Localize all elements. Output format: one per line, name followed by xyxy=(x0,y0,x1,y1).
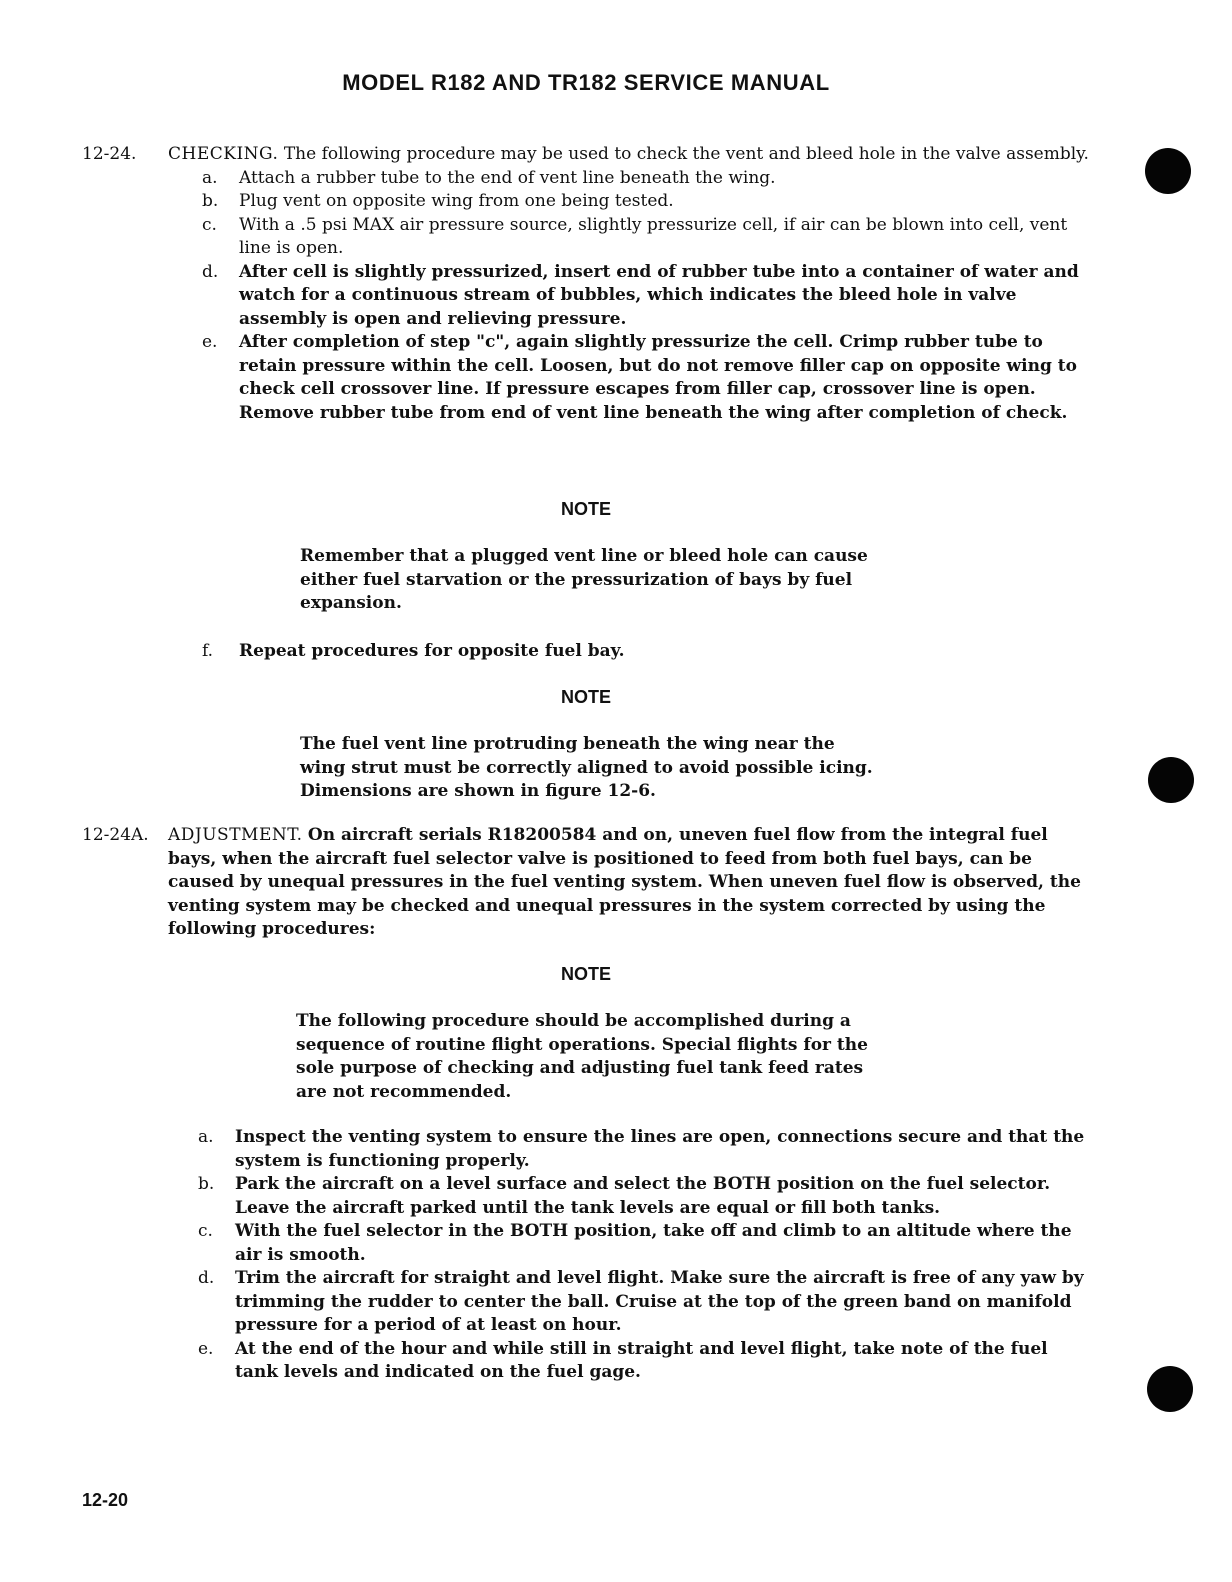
page-title: MODEL R182 AND TR182 SERVICE MANUAL xyxy=(342,70,830,95)
step-text: After completion of step "c", again slightly pressurize the cell. Crimp rubber tube to retain pressure within the cell. Loosen, but do not remove filler cap on opposite wing to check cell crossover line. If pressure escapes from filler cap, crossover line is open. Remove rubber tube from end of vent line beneath the wing after completion of check. xyxy=(239,332,1077,423)
section-number: 12-24. xyxy=(82,144,137,164)
step-text: Plug vent on opposite wing from one being tested. xyxy=(239,191,674,211)
adjustment-section xyxy=(82,824,1094,942)
section-title: CHECKING. xyxy=(168,144,279,164)
binder-hole-top xyxy=(1145,148,1191,194)
list-item xyxy=(78,1220,1090,1267)
step-text: Trim the aircraft for straight and level flight. Make sure the aircraft is free of any yaw by trimming the rudder to center the ball. Cruise at the top of the green band on manifold pressure for a period of at least on hour. xyxy=(235,1268,1084,1335)
step-text: After cell is slightly pressurized, insert end of rubber tube into a container of water and watch for a continuous stream of bubbles, which indicates the bleed hole in valve assembly is open and relieving pressure. xyxy=(239,261,1079,329)
step-letter: c. xyxy=(198,1221,213,1241)
step-f-block xyxy=(82,640,1094,664)
list-item xyxy=(82,261,1094,332)
adjustment-steps-list xyxy=(78,1126,1090,1385)
list-item xyxy=(78,1267,1090,1338)
step-letter: c. xyxy=(202,214,217,235)
note-body: Remember that a plugged vent line or bleed hole can cause either fuel starvation or the pressurization of bays by fuel expansion. xyxy=(300,546,868,613)
note-title: NOTE xyxy=(560,964,611,984)
section-heading xyxy=(82,824,1094,942)
step-letter: b. xyxy=(202,191,219,211)
section-intro: The following procedure may be used to check the vent and bleed hole in the valve assembly. xyxy=(283,144,1089,164)
section-number: 12-24A. xyxy=(82,825,149,845)
note-body: The fuel vent line protruding beneath the wing near the wing strut must be correctly aligned to avoid possible icing. Dimensions are shown in figure 12-6. xyxy=(300,734,873,801)
section-title: ADJUSTMENT. xyxy=(168,825,303,845)
note-body: The following procedure should be accomplished during a sequence of routine flight operations. Special flights for the sole purpose of checking and adjusting fuel tank feed rates are not recommended. xyxy=(296,1011,868,1102)
step-text: Inspect the venting system to ensure the lines are open, connections secure and that the system is functioning properly. xyxy=(235,1127,1085,1171)
step-text: With a .5 psi MAX air pressure source, slightly pressurize cell, if air can be blown into cell, vent line is open. xyxy=(239,214,1068,258)
binder-hole-middle xyxy=(1148,757,1194,803)
step-letter: d. xyxy=(198,1268,215,1288)
section-intro-text xyxy=(168,143,1094,167)
list-item xyxy=(82,640,1094,664)
checking-section xyxy=(82,143,1094,425)
list-item xyxy=(82,190,1094,214)
checking-steps-list xyxy=(82,167,1094,426)
list-item xyxy=(78,1338,1090,1385)
step-letter: a. xyxy=(198,1127,214,1147)
step-letter: e. xyxy=(198,1338,214,1359)
note-title: NOTE xyxy=(560,499,611,519)
step-text: Park the aircraft on a level surface and select the BOTH position on the fuel selector. Leave the aircraft parked until the tank levels are equal or fill both tanks. xyxy=(235,1174,1051,1218)
list-item xyxy=(82,331,1094,425)
section-heading xyxy=(82,143,1094,167)
adjustment-steps-block xyxy=(78,1126,1090,1385)
list-item xyxy=(78,1126,1090,1173)
page-number: 12-20 xyxy=(82,1490,129,1510)
list-item xyxy=(82,214,1094,261)
step-letter: a. xyxy=(202,167,218,188)
section-intro-text xyxy=(168,824,1094,942)
step-text: Repeat procedures for opposite fuel bay. xyxy=(239,641,625,661)
step-letter: b. xyxy=(198,1174,215,1194)
step-letter: f. xyxy=(202,641,214,661)
section-intro: On aircraft serials R18200584 and on, uneven fuel flow from the integral fuel bays, when the aircraft fuel selector valve is positioned to feed from both fuel bays, can be caused by unequal pressures in the fuel venting system. When uneven fuel flow is observed, the venting system may be checked and unequal pressures in the system corrected by using the following procedures: xyxy=(168,825,1081,939)
list-item xyxy=(82,167,1094,191)
note-title: NOTE xyxy=(560,687,611,707)
list-item xyxy=(78,1173,1090,1220)
binder-hole-bottom xyxy=(1147,1366,1193,1412)
step-text: With the fuel selector in the BOTH position, take off and climb to an altitude where the air is smooth. xyxy=(235,1221,1072,1265)
step-letter: e. xyxy=(202,332,218,352)
step-text: At the end of the hour and while still in straight and level flight, take note of the fuel tank levels and indicated on the fuel gage. xyxy=(235,1338,1048,1382)
step-text: Attach a rubber tube to the end of vent line beneath the wing. xyxy=(239,167,776,188)
step-letter: d. xyxy=(202,261,219,282)
